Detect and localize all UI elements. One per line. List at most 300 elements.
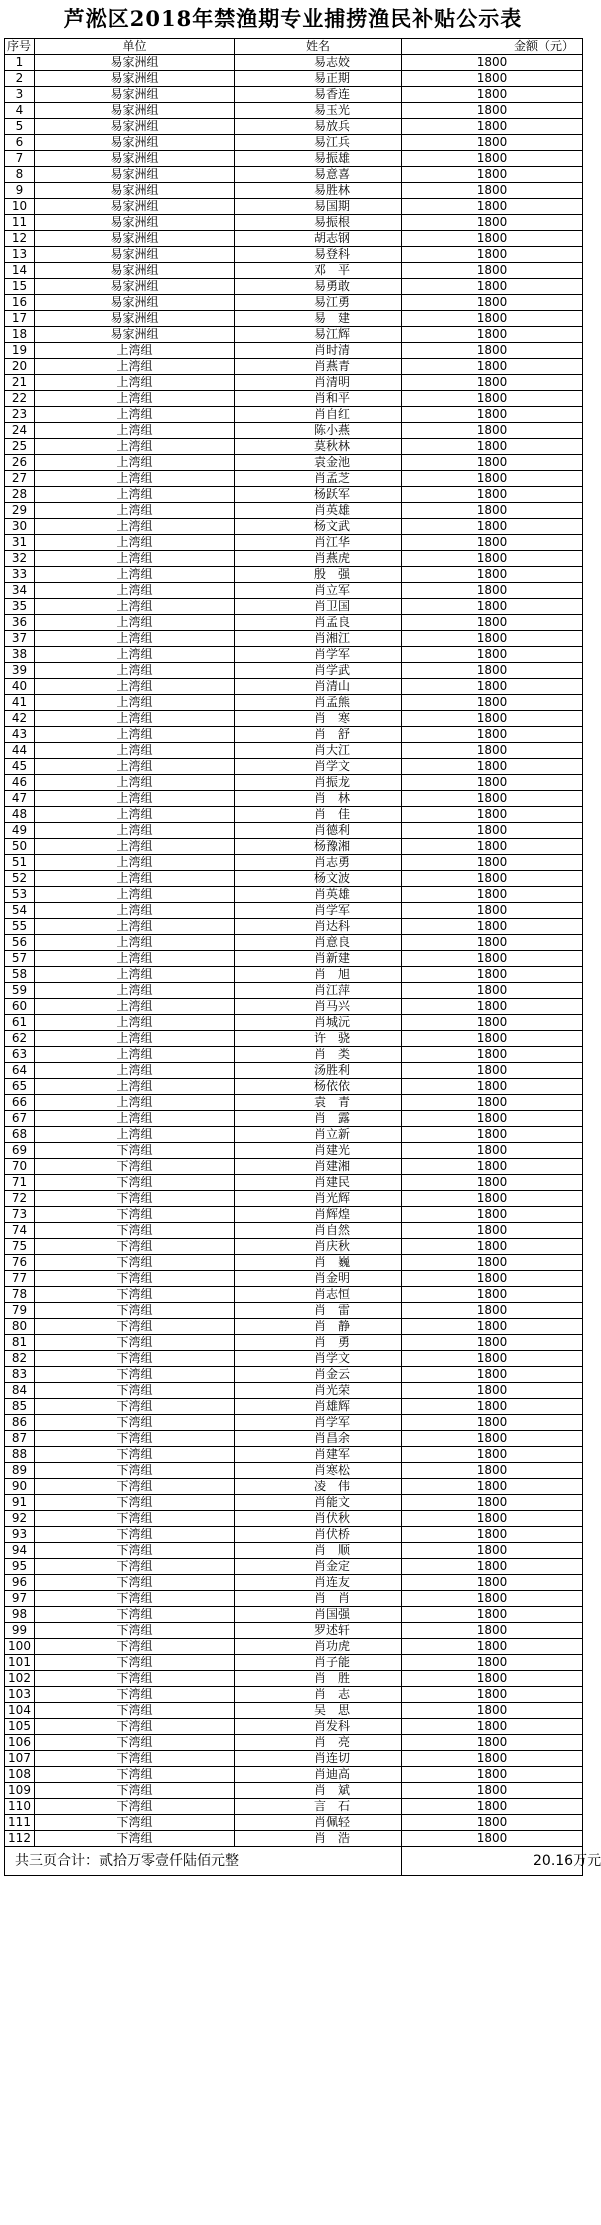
row-seq: 45 <box>5 759 35 775</box>
row-seq: 5 <box>5 119 35 135</box>
table-row <box>5 1623 583 1639</box>
row-amount: 1800 <box>402 231 583 247</box>
row-amount: 1800 <box>402 1767 583 1783</box>
row-name: 肖建湘 <box>235 1159 402 1175</box>
table-row <box>5 503 583 519</box>
row-name: 肖时清 <box>235 343 402 359</box>
table-row <box>5 1207 583 1223</box>
table-row <box>5 775 583 791</box>
row-unit: 下湾组 <box>35 1239 235 1255</box>
row-name: 肖清山 <box>235 679 402 695</box>
row-unit: 下湾组 <box>35 1735 235 1751</box>
row-unit: 下湾组 <box>35 1511 235 1527</box>
row-seq: 67 <box>5 1111 35 1127</box>
total-row <box>5 1847 583 1876</box>
table-row <box>5 215 583 231</box>
row-unit: 易家洲组 <box>35 183 235 199</box>
table-row <box>5 1447 583 1463</box>
row-unit: 易家洲组 <box>35 247 235 263</box>
row-amount: 1800 <box>402 1815 583 1831</box>
row-unit: 易家洲组 <box>35 263 235 279</box>
row-name: 肖新建 <box>235 951 402 967</box>
row-unit: 下湾组 <box>35 1703 235 1719</box>
table-row <box>5 407 583 423</box>
row-seq: 10 <box>5 199 35 215</box>
row-name: 易 建 <box>235 311 402 327</box>
row-name: 肖伏秋 <box>235 1511 402 1527</box>
row-name: 肖志勇 <box>235 855 402 871</box>
table-row <box>5 1159 583 1175</box>
row-name: 易玉光 <box>235 103 402 119</box>
row-amount: 1800 <box>402 1735 583 1751</box>
row-unit: 上湾组 <box>35 999 235 1015</box>
row-amount: 1800 <box>402 919 583 935</box>
table-row <box>5 119 583 135</box>
row-unit: 上湾组 <box>35 727 235 743</box>
row-unit: 下湾组 <box>35 1607 235 1623</box>
table-row <box>5 183 583 199</box>
row-seq: 93 <box>5 1527 35 1543</box>
row-unit: 下湾组 <box>35 1159 235 1175</box>
row-amount: 1800 <box>402 855 583 871</box>
row-unit: 上湾组 <box>35 439 235 455</box>
row-seq: 38 <box>5 647 35 663</box>
row-unit: 上湾组 <box>35 967 235 983</box>
row-seq: 60 <box>5 999 35 1015</box>
row-seq: 18 <box>5 327 35 343</box>
row-amount: 1800 <box>402 471 583 487</box>
row-unit: 上湾组 <box>35 903 235 919</box>
row-amount: 1800 <box>402 1239 583 1255</box>
row-name: 肖光辉 <box>235 1191 402 1207</box>
row-unit: 易家洲组 <box>35 295 235 311</box>
table-row <box>5 455 583 471</box>
row-name: 肖学军 <box>235 1415 402 1431</box>
row-name: 易香连 <box>235 87 402 103</box>
row-amount: 1800 <box>402 343 583 359</box>
row-seq: 97 <box>5 1591 35 1607</box>
row-seq: 98 <box>5 1607 35 1623</box>
row-amount: 1800 <box>402 695 583 711</box>
row-amount: 1800 <box>402 87 583 103</box>
table-row <box>5 1543 583 1559</box>
row-amount: 1800 <box>402 1015 583 1031</box>
row-seq: 36 <box>5 615 35 631</box>
row-name: 许 骁 <box>235 1031 402 1047</box>
row-name: 肖 肖 <box>235 1591 402 1607</box>
row-amount: 1800 <box>402 359 583 375</box>
row-amount: 1800 <box>402 1527 583 1543</box>
row-unit: 易家洲组 <box>35 231 235 247</box>
row-amount: 1800 <box>402 1415 583 1431</box>
table-row <box>5 1191 583 1207</box>
row-unit: 上湾组 <box>35 567 235 583</box>
row-name: 杨豫湘 <box>235 839 402 855</box>
row-amount: 1800 <box>402 967 583 983</box>
row-seq: 15 <box>5 279 35 295</box>
table-row <box>5 1559 583 1575</box>
row-name: 肖卫国 <box>235 599 402 615</box>
table-row <box>5 1703 583 1719</box>
row-seq: 21 <box>5 375 35 391</box>
row-seq: 2 <box>5 71 35 87</box>
table-row <box>5 55 583 71</box>
row-seq: 95 <box>5 1559 35 1575</box>
table-row <box>5 663 583 679</box>
row-amount: 1800 <box>402 119 583 135</box>
subsidy-table <box>4 38 601 1876</box>
row-unit: 易家洲组 <box>35 87 235 103</box>
table-row <box>5 103 583 119</box>
table-row <box>5 759 583 775</box>
row-unit: 上湾组 <box>35 839 235 855</box>
row-name: 易振雄 <box>235 151 402 167</box>
table-row <box>5 1799 583 1815</box>
row-unit: 上湾组 <box>35 887 235 903</box>
row-amount: 1800 <box>402 775 583 791</box>
row-seq: 64 <box>5 1063 35 1079</box>
row-name: 肖 勇 <box>235 1335 402 1351</box>
row-seq: 32 <box>5 551 35 567</box>
row-name: 肖自红 <box>235 407 402 423</box>
row-seq: 83 <box>5 1367 35 1383</box>
row-unit: 下湾组 <box>35 1223 235 1239</box>
row-seq: 22 <box>5 391 35 407</box>
row-seq: 8 <box>5 167 35 183</box>
table-row <box>5 231 583 247</box>
row-seq: 34 <box>5 583 35 599</box>
row-unit: 下湾组 <box>35 1671 235 1687</box>
row-amount: 1800 <box>402 1591 583 1607</box>
row-seq: 85 <box>5 1399 35 1415</box>
row-name: 陈小燕 <box>235 423 402 439</box>
row-seq: 63 <box>5 1047 35 1063</box>
table-row <box>5 855 583 871</box>
row-amount: 1800 <box>402 439 583 455</box>
row-seq: 11 <box>5 215 35 231</box>
row-amount: 1800 <box>402 1639 583 1655</box>
row-seq: 37 <box>5 631 35 647</box>
row-amount: 1800 <box>402 1511 583 1527</box>
row-amount: 1800 <box>402 951 583 967</box>
row-unit: 上湾组 <box>35 391 235 407</box>
row-amount: 1800 <box>402 71 583 87</box>
row-unit: 下湾组 <box>35 1575 235 1591</box>
row-name: 肖自然 <box>235 1223 402 1239</box>
table-row <box>5 359 583 375</box>
table-row <box>5 887 583 903</box>
row-seq: 41 <box>5 695 35 711</box>
table-row <box>5 71 583 87</box>
row-unit: 易家洲组 <box>35 327 235 343</box>
row-unit: 易家洲组 <box>35 279 235 295</box>
row-amount: 1800 <box>402 199 583 215</box>
row-amount: 1800 <box>402 631 583 647</box>
row-amount: 1800 <box>402 727 583 743</box>
row-name: 肖 佳 <box>235 807 402 823</box>
row-name: 袁金池 <box>235 455 402 471</box>
row-unit: 下湾组 <box>35 1623 235 1639</box>
row-name: 杨依依 <box>235 1079 402 1095</box>
row-name: 肖城沅 <box>235 1015 402 1031</box>
row-unit: 下湾组 <box>35 1815 235 1831</box>
row-seq: 70 <box>5 1159 35 1175</box>
row-amount: 1800 <box>402 1575 583 1591</box>
row-amount: 1800 <box>402 215 583 231</box>
row-name: 肖大江 <box>235 743 402 759</box>
row-seq: 14 <box>5 263 35 279</box>
table-row <box>5 343 583 359</box>
row-unit: 下湾组 <box>35 1463 235 1479</box>
header-seq: 序号 <box>5 39 35 55</box>
table-row <box>5 1063 583 1079</box>
row-amount: 1800 <box>402 1207 583 1223</box>
row-seq: 81 <box>5 1335 35 1351</box>
row-seq: 58 <box>5 967 35 983</box>
row-name: 肖建军 <box>235 1447 402 1463</box>
row-name: 易江辉 <box>235 327 402 343</box>
row-amount: 1800 <box>402 1271 583 1287</box>
table-row <box>5 1351 583 1367</box>
row-name: 袁 青 <box>235 1095 402 1111</box>
row-unit: 下湾组 <box>35 1495 235 1511</box>
row-name: 肖发科 <box>235 1719 402 1735</box>
row-amount: 1800 <box>402 663 583 679</box>
row-seq: 77 <box>5 1271 35 1287</box>
row-unit: 易家洲组 <box>35 55 235 71</box>
row-seq: 20 <box>5 359 35 375</box>
table-row <box>5 983 583 999</box>
row-seq: 65 <box>5 1079 35 1095</box>
row-amount: 1800 <box>402 1831 583 1847</box>
row-amount: 1800 <box>402 1175 583 1191</box>
table-row <box>5 1223 583 1239</box>
table-row <box>5 1639 583 1655</box>
row-unit: 下湾组 <box>35 1767 235 1783</box>
row-seq: 28 <box>5 487 35 503</box>
row-unit: 下湾组 <box>35 1207 235 1223</box>
row-name: 肖 旭 <box>235 967 402 983</box>
table-row <box>5 967 583 983</box>
row-unit: 上湾组 <box>35 1063 235 1079</box>
table-row <box>5 87 583 103</box>
row-name: 易勇敢 <box>235 279 402 295</box>
row-seq: 111 <box>5 1815 35 1831</box>
row-seq: 42 <box>5 711 35 727</box>
row-amount: 1800 <box>402 183 583 199</box>
row-seq: 75 <box>5 1239 35 1255</box>
row-unit: 上湾组 <box>35 1079 235 1095</box>
table-row <box>5 1767 583 1783</box>
row-amount: 1800 <box>402 455 583 471</box>
table-row <box>5 1239 583 1255</box>
row-name: 肖 亮 <box>235 1735 402 1751</box>
row-seq: 89 <box>5 1463 35 1479</box>
row-unit: 上湾组 <box>35 647 235 663</box>
row-amount: 1800 <box>402 1671 583 1687</box>
row-name: 肖辉煌 <box>235 1207 402 1223</box>
row-amount: 1800 <box>402 711 583 727</box>
row-unit: 下湾组 <box>35 1719 235 1735</box>
row-amount: 1800 <box>402 1559 583 1575</box>
table-body <box>5 55 583 1847</box>
row-amount: 1800 <box>402 1479 583 1495</box>
row-name: 肖 类 <box>235 1047 402 1063</box>
row-amount: 1800 <box>402 1783 583 1799</box>
row-seq: 86 <box>5 1415 35 1431</box>
row-amount: 1800 <box>402 1223 583 1239</box>
table-row <box>5 999 583 1015</box>
header-unit: 单位 <box>35 39 235 55</box>
row-unit: 上湾组 <box>35 583 235 599</box>
row-unit: 上湾组 <box>35 935 235 951</box>
table-row <box>5 535 583 551</box>
row-name: 肖立新 <box>235 1127 402 1143</box>
row-amount: 1800 <box>402 1607 583 1623</box>
table-row <box>5 679 583 695</box>
row-seq: 52 <box>5 871 35 887</box>
row-seq: 26 <box>5 455 35 471</box>
table-row <box>5 1127 583 1143</box>
row-unit: 上湾组 <box>35 743 235 759</box>
row-unit: 易家洲组 <box>35 167 235 183</box>
row-unit: 易家洲组 <box>35 311 235 327</box>
row-unit: 上湾组 <box>35 871 235 887</box>
row-seq: 23 <box>5 407 35 423</box>
row-amount: 1800 <box>402 1143 583 1159</box>
row-amount: 1800 <box>402 1095 583 1111</box>
row-amount: 1800 <box>402 743 583 759</box>
row-name: 殷 强 <box>235 567 402 583</box>
row-name: 肖金定 <box>235 1559 402 1575</box>
table-row <box>5 1415 583 1431</box>
total-label: 共三页合计：贰拾万零壹仟陆佰元整 <box>5 1847 402 1876</box>
table-row <box>5 1831 583 1847</box>
row-seq: 16 <box>5 295 35 311</box>
table-row <box>5 919 583 935</box>
row-name: 邓 平 <box>235 263 402 279</box>
row-seq: 84 <box>5 1383 35 1399</box>
row-seq: 109 <box>5 1783 35 1799</box>
row-name: 肖英雄 <box>235 887 402 903</box>
row-name: 肖学军 <box>235 903 402 919</box>
row-seq: 88 <box>5 1447 35 1463</box>
row-unit: 上湾组 <box>35 759 235 775</box>
row-unit: 上湾组 <box>35 535 235 551</box>
row-amount: 1800 <box>402 871 583 887</box>
row-unit: 下湾组 <box>35 1431 235 1447</box>
row-name: 杨文波 <box>235 871 402 887</box>
row-unit: 下湾组 <box>35 1351 235 1367</box>
table-row <box>5 1719 583 1735</box>
row-seq: 17 <box>5 311 35 327</box>
row-unit: 下湾组 <box>35 1175 235 1191</box>
row-name: 肖江华 <box>235 535 402 551</box>
row-unit: 上湾组 <box>35 599 235 615</box>
row-name: 肖建光 <box>235 1143 402 1159</box>
row-amount: 1800 <box>402 487 583 503</box>
table-row <box>5 567 583 583</box>
row-unit: 上湾组 <box>35 375 235 391</box>
row-amount: 1800 <box>402 1495 583 1511</box>
row-name: 罗述轩 <box>235 1623 402 1639</box>
table-row <box>5 1255 583 1271</box>
row-seq: 90 <box>5 1479 35 1495</box>
row-amount: 1800 <box>402 1047 583 1063</box>
row-unit: 上湾组 <box>35 663 235 679</box>
row-seq: 96 <box>5 1575 35 1591</box>
header-name: 姓名 <box>235 39 402 55</box>
row-name: 肖江萍 <box>235 983 402 999</box>
row-unit: 下湾组 <box>35 1191 235 1207</box>
table-row <box>5 1527 583 1543</box>
table-row <box>5 1047 583 1063</box>
row-amount: 1800 <box>402 583 583 599</box>
row-name: 肖光荣 <box>235 1383 402 1399</box>
row-seq: 12 <box>5 231 35 247</box>
table-row <box>5 1735 583 1751</box>
row-seq: 44 <box>5 743 35 759</box>
row-amount: 1800 <box>402 823 583 839</box>
row-unit: 下湾组 <box>35 1687 235 1703</box>
row-unit: 上湾组 <box>35 1127 235 1143</box>
table-row <box>5 391 583 407</box>
row-seq: 79 <box>5 1303 35 1319</box>
row-seq: 80 <box>5 1319 35 1335</box>
row-amount: 1800 <box>402 1463 583 1479</box>
row-amount: 1800 <box>402 1079 583 1095</box>
table-row <box>5 903 583 919</box>
table-row <box>5 951 583 967</box>
row-unit: 下湾组 <box>35 1639 235 1655</box>
row-seq: 19 <box>5 343 35 359</box>
table-row <box>5 695 583 711</box>
row-unit: 下湾组 <box>35 1655 235 1671</box>
row-name: 肖连友 <box>235 1575 402 1591</box>
table-row <box>5 551 583 567</box>
row-name: 肖金明 <box>235 1271 402 1287</box>
row-name: 易正期 <box>235 71 402 87</box>
row-name: 易胜林 <box>235 183 402 199</box>
row-seq: 71 <box>5 1175 35 1191</box>
row-name: 肖孟良 <box>235 615 402 631</box>
row-unit: 上湾组 <box>35 695 235 711</box>
row-amount: 1800 <box>402 1799 583 1815</box>
row-name: 肖学军 <box>235 647 402 663</box>
row-amount: 1800 <box>402 1351 583 1367</box>
table-row <box>5 247 583 263</box>
row-unit: 下湾组 <box>35 1319 235 1335</box>
row-unit: 上湾组 <box>35 359 235 375</box>
row-seq: 4 <box>5 103 35 119</box>
row-amount: 1800 <box>402 55 583 71</box>
row-amount: 1800 <box>402 311 583 327</box>
table-row <box>5 423 583 439</box>
row-seq: 78 <box>5 1287 35 1303</box>
table-row <box>5 727 583 743</box>
row-amount: 1800 <box>402 983 583 999</box>
table-row <box>5 1335 583 1351</box>
row-amount: 1800 <box>402 135 583 151</box>
row-seq: 29 <box>5 503 35 519</box>
table-row <box>5 823 583 839</box>
row-seq: 3 <box>5 87 35 103</box>
row-seq: 54 <box>5 903 35 919</box>
row-amount: 1800 <box>402 1031 583 1047</box>
row-amount: 1800 <box>402 903 583 919</box>
row-amount: 1800 <box>402 407 583 423</box>
table-row <box>5 935 583 951</box>
